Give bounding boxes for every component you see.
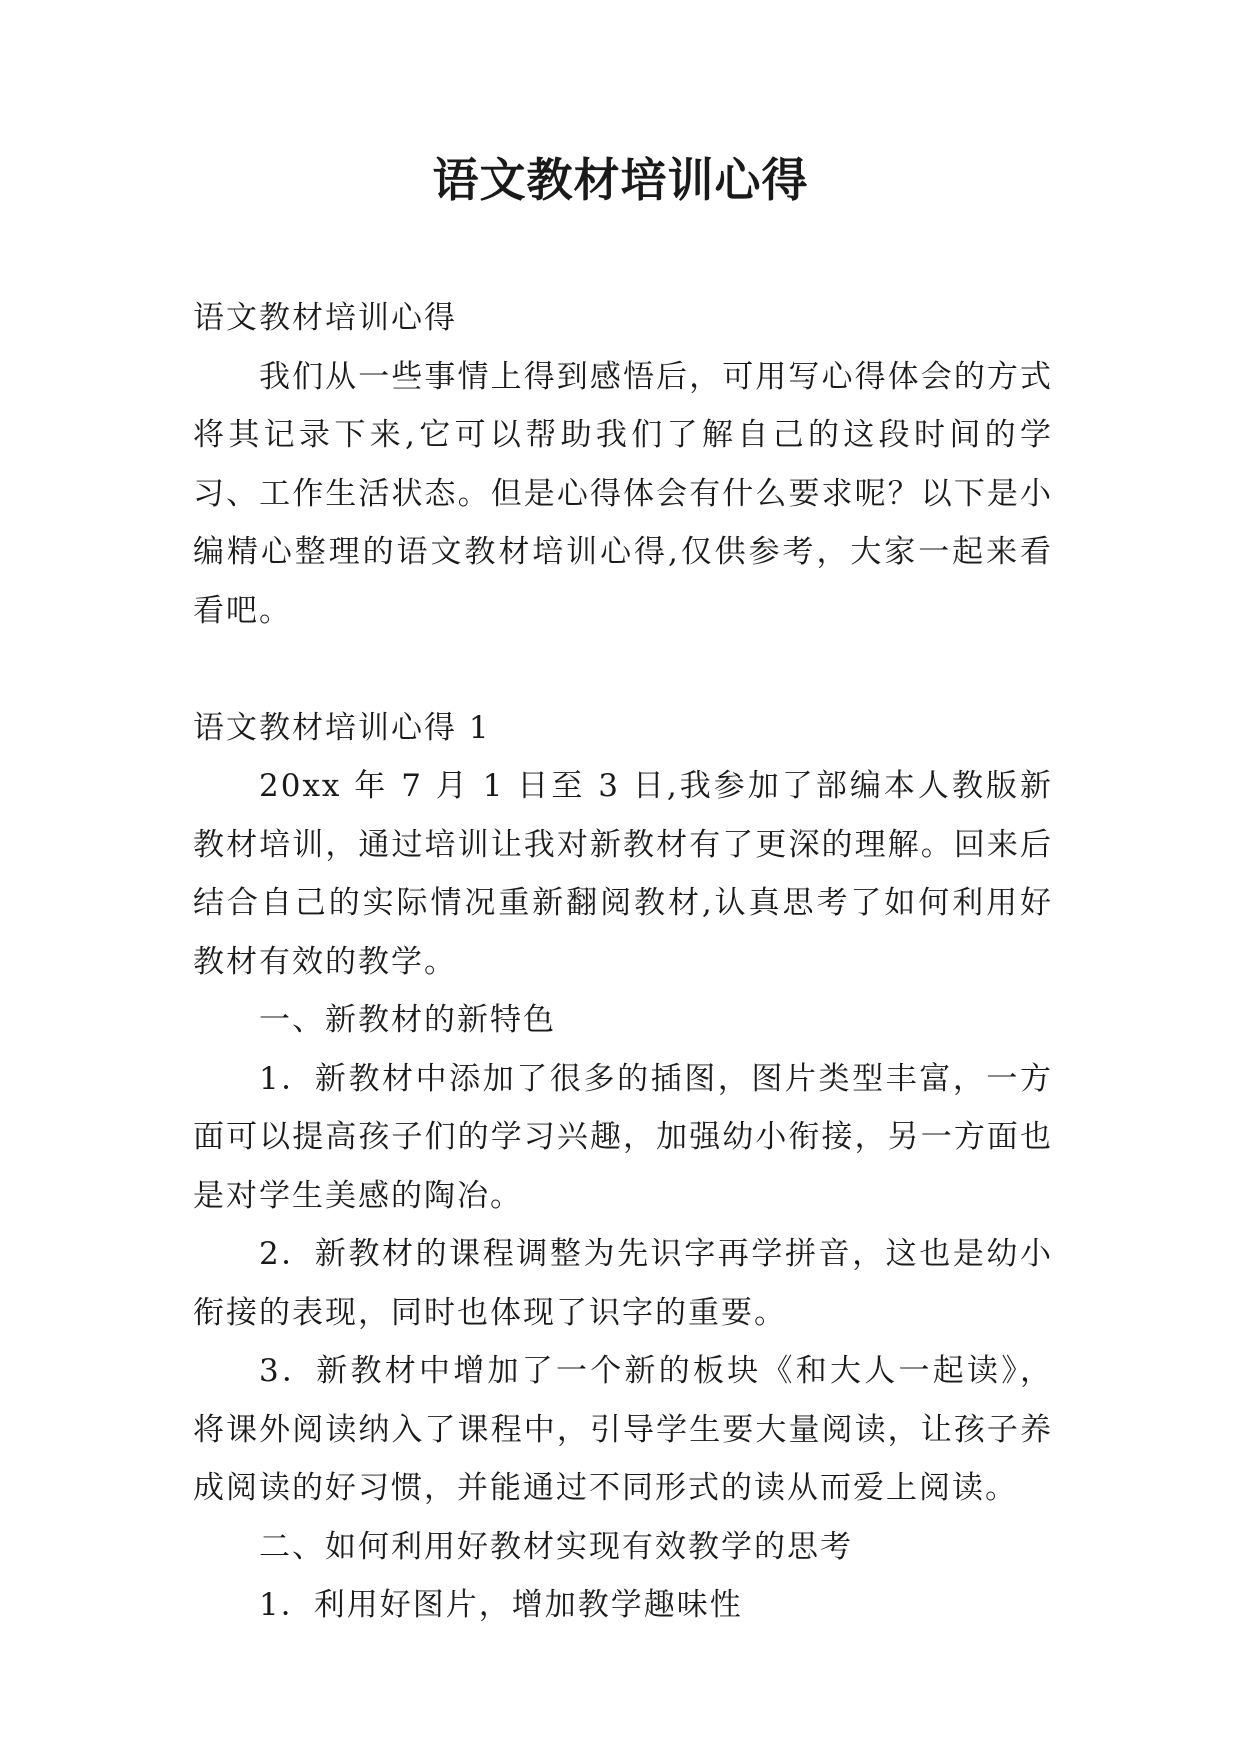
document-body — [193, 289, 1053, 1635]
intro-paragraph: 我们从一些事情上得到感悟后，可用写心得体会的方式将其记录下来,它可以帮助我们了解自己的这段时间的学习、工作生活状态。但是心得体会有什么要求呢？以下是小编精心整理的语文教材培训心得,仅供参考，大家一起来看看吧。 — [193, 358, 1053, 629]
list-item: 2．新教材的课程调整为先识字再学拼音，这也是幼小衔接的表现，同时也体现了识字的重要。 — [193, 1236, 1053, 1331]
subsection-heading: 二、如何利用好教材实现有效教学的思考 — [259, 1528, 853, 1565]
paragraph-spacer — [193, 640, 1053, 699]
document-title: 语文教材培训心得 — [432, 153, 809, 207]
list-item: 1．新教材中添加了很多的插图，图片类型丰富，一方面可以提高孩子们的学习兴趣，加强幼小衔接，另一方面也是对学生美感的陶冶。 — [193, 1060, 1053, 1214]
list-item: 3．新教材中增加了一个新的板块《和大人一起读》，将课外阅读纳入了课程中，引导学生要大量阅读，让孩子养成阅读的好习惯，并能通过不同形式的读从而爱上阅读。 — [193, 1353, 1053, 1506]
section-heading: 语文教材培训心得 1 — [193, 709, 491, 746]
body-paragraph: 20xx 年 7 月 1 日至 3 日,我参加了部编本人教版新教材培训，通过培训让我对新教材有了更深的理解。回来后结合自己的实际情况重新翻阅教材,认真思考了如何利用好教材有效的教学。 — [193, 768, 1053, 980]
subsection-heading: 一、新教材的新特色 — [259, 1002, 556, 1038]
list-item: 1．利用好图片，增加教学趣味性 — [259, 1587, 743, 1623]
section-heading: 语文教材培训心得 — [193, 300, 457, 336]
